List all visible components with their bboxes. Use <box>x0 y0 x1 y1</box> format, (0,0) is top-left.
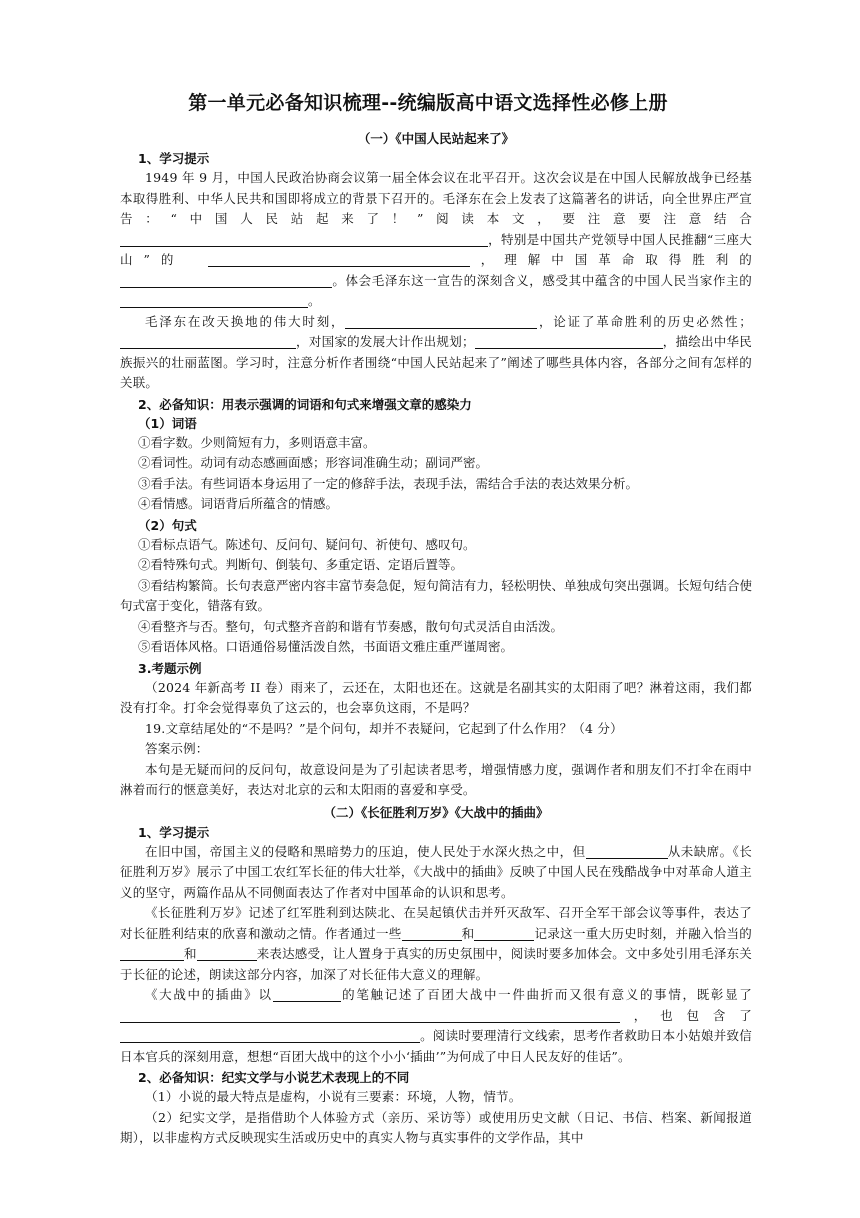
answer-text: 本句是无疑而问的反问句，故意设问是为了引起读者思考，增强情感力度，强调作者和朋友们不打伞在雨中淋着而行的惬意美好，表达对北京的云和太阳雨的喜爱和享受。 <box>120 761 752 797</box>
fill-blank[interactable] <box>208 252 470 267</box>
text-run: 。 <box>308 293 321 308</box>
fill-blank[interactable] <box>197 946 257 961</box>
text-run: 的笔触记述了百团大战中一件曲折而又很有意义的事情，既彰显了 <box>340 987 752 1002</box>
exam-passage: （2024 年新高考 II 卷）雨来了，云还在，太阳也还在。这就是名副其实的太阳雨了吧？淋着这雨，我们都没有打伞。打伞会觉得辜负了这云的，也会辜负这雨，不是吗？ <box>120 679 752 715</box>
s2-knowledge-2: （2）纪实文学，是指借助个人体验方式（亲历、采访等）或使用历史文献（日记、书信、档案、新闻报道期），以非虚构方式反映现实生活或历史中的真实人物与真实事件的文学作品，其中 <box>120 1109 752 1145</box>
exam-question: 19.文章结尾处的“不是吗？”是个问句，却并不表疑问，它起到了什么作用？（4 分） <box>145 720 623 736</box>
text-run: 在旧中国，帝国主义的侵略和黑暗势力的压迫，使人民处于水深火热之中，但 <box>145 843 586 859</box>
text-run: ，理解中国革命取得胜利的 <box>469 252 753 267</box>
fill-blank[interactable] <box>120 334 296 349</box>
text-run: ，对国家的发展大计作出规划； <box>296 334 475 349</box>
text-run: ，特别是中国共产党领导中国人民推翻“三座大山”的 <box>120 231 752 267</box>
text-run: 和 <box>461 925 475 941</box>
section-2-title: （二）《长征胜利万岁》《大战中的插曲》 <box>323 804 549 820</box>
fill-blank[interactable] <box>120 232 488 247</box>
list-item: ③看手法。有些词语本身运用了一定的修辞手法，表现手法，需结合手法的表达效果分析。 <box>138 475 639 491</box>
s1-knowledge-heading: 2、必备知识：用表示强调的词语和句式来增强文章的感染力 <box>138 396 472 412</box>
text-run: 《大战中的插曲》以 <box>145 987 273 1002</box>
text-run: 2、必备知识：纪实文学与小说艺术表现上的不同 <box>138 1070 410 1085</box>
answer-label: 答案示例： <box>145 741 209 756</box>
fill-blank[interactable] <box>120 946 184 961</box>
fill-blank[interactable] <box>273 987 341 1002</box>
fill-blank[interactable] <box>345 314 537 329</box>
page-title: 第一单元必备知识梳理--统编版高中语文选择性必修上册 <box>188 92 668 114</box>
fill-blank[interactable] <box>120 1028 420 1043</box>
fill-blank[interactable] <box>402 926 462 941</box>
s1-tip-paragraph-1 <box>120 168 752 312</box>
s2-tip-heading: 1、学习提示 <box>138 824 210 840</box>
text-run: 1949 年 9 月，中国人民政治协商会议第一届全体会议在北平召开。这次会议是在中国人民解放战争已经基本取得胜利、中华人民共和国即将成立的背景下召开的。毛泽东在会上发表了这篇著名的讲话，向全世界庄严宣告：“中国人民站起来了！”阅读本文，要注意要注意结合 <box>120 170 752 226</box>
fill-blank[interactable] <box>120 1008 620 1023</box>
s1-tip-heading: 1、学习提示 <box>138 151 210 166</box>
section-1-title: （一）《中国人民站起来了》 <box>357 131 515 146</box>
text-run: 记录这一重大历史时刻，并融入恰当的 <box>534 925 753 941</box>
s1-tip-paragraph-2 <box>120 312 752 394</box>
document-page <box>120 88 752 1149</box>
list-item: ①看标点语气。陈述句、反问句、疑问句、祈使句、感叹句。 <box>138 536 476 552</box>
list-item: ②看词性。动词有动态感画面感；形容词准确生动；副词严密。 <box>138 455 489 470</box>
text-run: 。体会毛泽东这一宣告的深刻含义，感受其中蕴含的中国人民当家作主的 <box>332 272 752 288</box>
text-run: 来表达感受，让人置身于真实的历史氛围中，阅读时要多加体会。文中多处引用毛泽东关于长征的论述，朗读这部分内容，加深了对长征伟大意义的理解。 <box>120 946 753 982</box>
sentences-heading: （2）句式 <box>138 517 197 533</box>
words-heading: （1）词语 <box>138 415 197 431</box>
list-item: ①看字数。少则简短有力，多则语意丰富。 <box>138 434 376 450</box>
text-run: 毛泽东在改天换地的伟大时刻， <box>145 313 346 329</box>
s2-knowledge-heading <box>138 1068 752 1086</box>
text-run: ，也包含了 <box>620 1007 752 1023</box>
s2-tip-paragraph-3 <box>120 985 752 1067</box>
list-item: ④看整齐与否。整句，句式整齐音韵和谐有节奏感，散句句式灵活自由活泼。 <box>138 618 564 634</box>
list-item: ⑤看语体风格。口语通俗易懂活泼自然，书面语文雅庄重严谨周密。 <box>138 639 514 654</box>
text-run: 和 <box>184 946 197 961</box>
fill-blank[interactable] <box>120 293 308 308</box>
list-item: ②看特殊句式。判断句、倒装句、多重定语、定语后置等。 <box>138 557 464 572</box>
exam-heading: 3.考题示例 <box>138 660 202 676</box>
text-run: 《长征胜利万岁》记述了红军胜利到达陕北、在吴起镇伏击并歼灭敌军、召开全军干部会议等事件，表达了对长征胜利结束的欣喜和激动之情。作者通过一些 <box>120 905 752 941</box>
fill-blank[interactable] <box>475 334 663 349</box>
s2-tip-paragraph-2 <box>120 903 752 985</box>
list-item <box>120 576 752 617</box>
fill-blank[interactable] <box>120 273 332 288</box>
list-item: ④看情感。词语背后所蕴含的情感。 <box>138 496 339 511</box>
text-run: ，论证了革命胜利的历史必然性； <box>537 313 752 329</box>
text-run: 。阅读时要理清行文线索，思考作者救助日本小姑娘并致信日本官兵的深刻用意，想想“百团大战中的这个小小‘插曲’”为何成了中日人民友好的佳话”。 <box>120 1028 752 1064</box>
s2-tip-paragraph-1 <box>120 842 752 904</box>
fill-blank[interactable] <box>474 926 534 941</box>
fill-blank[interactable] <box>586 844 668 859</box>
text-run: ③看结构繁简。长句表意严密内容丰富节奏急促，短句简洁有力，轻松明快、单独成句突出强调。长短句结合使句式富于变化，错落有致。 <box>120 577 752 613</box>
text-run: ，描绘出中华民族振兴的壮丽蓝图。学习时，注意分析作者围绕“中国人民站起来了”阐述了哪些具体内容，各部分之间有怎样的关联。 <box>120 334 752 390</box>
text-run: 从未缺席。《长征胜利万岁》展示了中国工农红军长征的伟大壮举，《大战中的插曲》反映了中国人民在残酷战争中对革命人道主义的坚守，两篇作品从不同侧面表达了作者对中国革命的认识和思考。 <box>120 843 752 900</box>
s2-knowledge-1: （1）小说的最大特点是虚构，小说有三要素：环境，人物，情节。 <box>145 1089 522 1104</box>
